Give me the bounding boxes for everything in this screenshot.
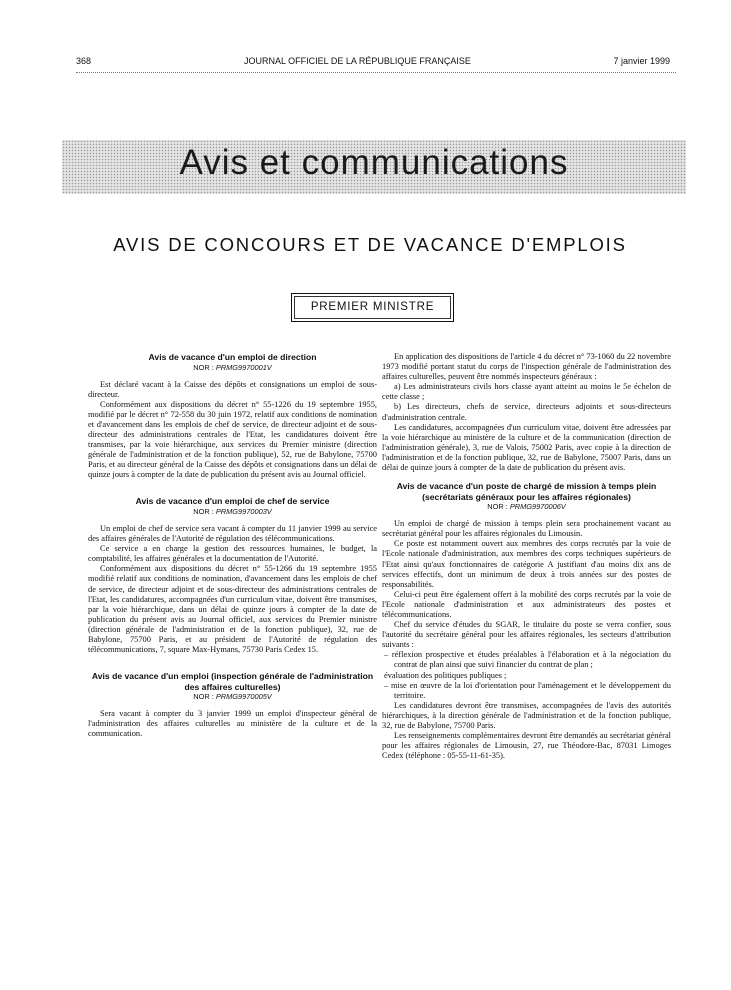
- paragraph: Un emploi de chargé de mission à temps plein sera prochainement vacant au secrétariat général pour les affaires régionales du Limousin.: [382, 519, 671, 539]
- article-title: Avis de vacance d'un emploi de chef de service: [135, 496, 330, 507]
- list-item: b) Les directeurs, chefs de service, directeurs adjoints et sous-directeurs d'administration centrale.: [382, 402, 671, 422]
- article-title: Avis de vacance d'un emploi de direction: [148, 352, 317, 362]
- paragraph: Celui-ci peut être également offert à la mobilité des corps recrutés par la voie de l'Ecole nationale d'administration et aux administrateurs des postes et télécommunications.: [382, 589, 671, 619]
- paragraph: Conformément aux dispositions du décret n° 55-1226 du 19 septembre 1955, modifié par le décret n° 72-558 du 30 juin 1972, relatif aux conditions de nomination et d'avancement dans les emplois de chef de service, de directeur adjoint et de sous-directeur des administrations centrales de l'Etat, les candidatures doivent être transmises, par la voie hiérarchique, aux services du Premier ministre (direction générale de l'administration et de la fonction publique), 52, rue de Babylone, 75700 Paris, et au directeur général de la Caisse des dépôts et consignations dans un délai de quinze jours à compter de la date de publication du présent avis au Journal officiel.: [88, 399, 377, 480]
- paragraph: Les renseignements complémentaires devront être demandés au secrétariat général pour les affaires régionales de Limousin, 27, rue Théodore-Bac, 87031 Limoges Cedex (téléphone : 05-55-11-61-35).: [382, 731, 671, 761]
- nor-reference: NOR : PRMG9970005V: [193, 692, 272, 702]
- title-banner: [62, 140, 686, 194]
- paragraph: Conformément aux dispositions du décret n° 55-1266 du 19 septembre 1955 modifié relatif aux conditions de nomination, d'avancement dans les emplois de chef de service, de directeur adjoint et de sous-directeur des administrations centrales de l'Etat, les candidatures, accompagnées d'un curriculum vitae, doivent être transmises, par la voie hiérarchique, dans un délai de quinze jours à compter de la date de publication du présent avis au Journal officiel, aux services du Premier ministre (direction générale de l'administration et de la fonction publique), 32, rue de Babylone, 75700 Paris, et au président de l'Autorité de régulation des télécommunications, 7, square Max-Hymans, 75730 Paris Cedex 15.: [88, 564, 377, 655]
- nor-reference: NOR : PRMG9970006V: [487, 502, 566, 512]
- paragraph: Les candidatures devront être transmises, accompagnées de l'avis des autorités hiérarchiques, à la direction générale de l'administration et de la fonction publique, 32, rue de Babylone, 75700 Paris.: [382, 700, 671, 730]
- list-item: a) Les administrateurs civils hors classe ayant atteint au moins le 5e échelon de cette classe ;: [382, 382, 671, 402]
- ministry-box: [291, 293, 454, 322]
- ministry-label: PREMIER MINISTRE: [294, 296, 451, 319]
- issue-date: 7 janvier 1999: [613, 56, 670, 66]
- paragraph: Sera vacant à compter du 3 janvier 1999 un emploi d'inspecteur général de l'administration des affaires culturelles au ministère de la culture et de la communication.: [88, 709, 377, 739]
- section-title: AVIS DE CONCOURS ET DE VACANCE D'EMPLOIS: [113, 234, 627, 255]
- journal-name: JOURNAL OFFICIEL DE LA RÉPUBLIQUE FRANÇAISE: [244, 56, 471, 66]
- left-column: [88, 352, 377, 739]
- article-title: Avis de vacance d'un poste de chargé de mission à temps plein (secrétariats généraux pour les affaires régionales): [396, 481, 657, 502]
- paragraph: Chef du service d'études du SGAR, le titulaire du poste se verra confier, sous l'autorité du secrétaire général pour les affaires régionales, les secteurs d'attribution suivants :: [382, 620, 671, 650]
- paragraph: En application des dispositions de l'article 4 du décret n° 73-1060 du 22 novembre 1973 modifié portant statut du corps de l'inspection générale de l'administration des affaires culturelles, peuvent être nommés inspecteurs généraux :: [382, 352, 671, 382]
- nor-reference: NOR : PRMG9970001V: [193, 362, 272, 372]
- header-divider: [76, 72, 676, 73]
- paragraph: Ce poste est notamment ouvert aux membres des corps recrutés par la voie de l'Ecole nationale d'administration, aux membres des corps techniques supérieurs de l'Etat ainsi qu'aux fonctionnaires de catégorie A justifiant d'au moins dix ans de services effectifs, dont un minimum de deux à trois années sur des postes de responsabilités.: [382, 539, 671, 589]
- bullet-item: – réflexion prospective et études préalables à l'élaboration et à la négociation du contrat de plan ainsi que suivi financier du contrat de plan ;: [384, 650, 671, 670]
- bullet-item: évaluation des politiques publiques ;: [384, 670, 507, 680]
- nor-reference: NOR : PRMG9970003V: [193, 506, 272, 516]
- page-header: [76, 56, 676, 70]
- paragraph: Les candidatures, accompagnées d'un curriculum vitae, doivent être adressées par la voie hiérarchique au ministère de la culture et de la communication (direction de l'administration générale), 3, rue de Valois, 75002 Paris, avec copie à la direction de l'administration et de la fonction publique, 32, rue de Babylone, 75007 Paris, dans un délai de quinze jours à compter de la date de publication du présent avis.: [382, 422, 671, 473]
- paragraph: Est déclaré vacant à la Caisse des dépôts et consignations un emploi de sous-directeur.: [88, 379, 377, 399]
- bullet-item: – mise en œuvre de la loi d'orientation pour l'aménagement et le développement du territoire.: [384, 680, 671, 700]
- page-number: 368: [76, 56, 92, 66]
- article-title: Avis de vacance d'un emploi (inspection générale de l'administration des affaires culturelles): [91, 671, 374, 692]
- paragraph: Un emploi de chef de service sera vacant à compter du 11 janvier 1999 au service des affaires générales de l'Autorité de régulation des télécommunications.: [88, 523, 377, 544]
- paragraph: Ce service a en charge la gestion des ressources humaines, le budget, la comptabilité, les affaires générales et la documentation de l'Autorité.: [88, 544, 377, 564]
- banner-title: Avis et communications: [179, 143, 569, 182]
- right-column: [382, 352, 671, 761]
